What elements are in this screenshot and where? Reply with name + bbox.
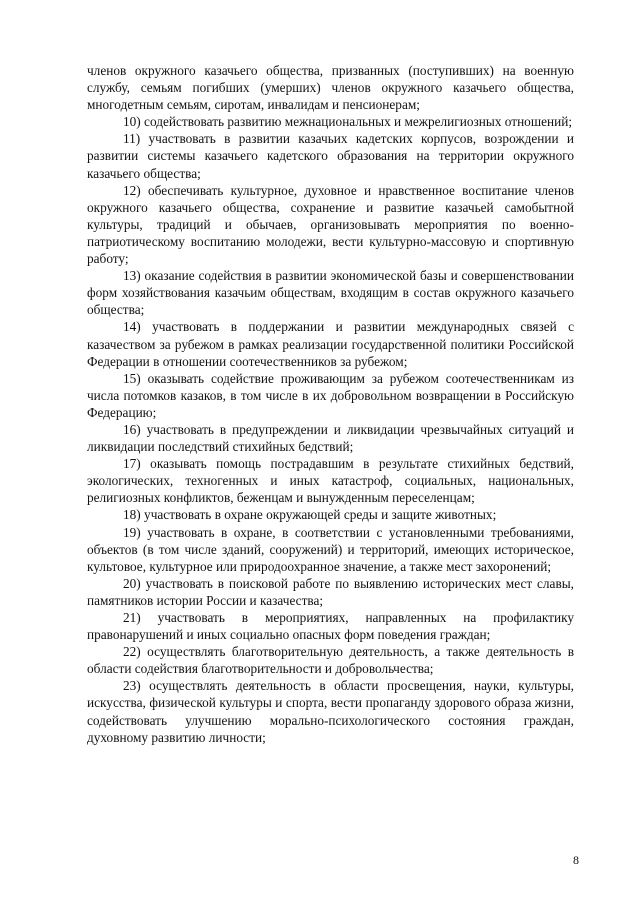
paragraph-item-13: 13) оказание содействия в развитии экономической базы и совершенствовании форм хозяйствования казачьим обществам, входящим в состав окружного казачьего общества; [87,268,574,318]
paragraph-item-20: 20) участвовать в поисковой работе по выявлению исторических мест славы, памятников истории России и казачества; [87,575,574,608]
paragraph-item-17: 17) оказывать помощь пострадавшим в результате стихийных бедствий, экологических, техногенных и иных катастроф, социальных, национальных, религиозных конфликтов, беженцам и вынужденным переселенцам; [87,456,574,506]
paragraph-item-15: 15) оказывать содействие проживающим за рубежом соотечественникам из числа потомков казаков, в том числе в их добровольном возвращении в Российскую Федерацию; [87,370,574,420]
document-body [87,62,574,746]
paragraph-item-14: 14) участвовать в поддержании и развитии международных связей с казачеством за рубежом в рамках реализации государственной политики Российской Федерации в отношении соотечественников за рубежом; [87,319,574,369]
paragraph-item-16: 16) участвовать в предупреждении и ликвидации чрезвычайных ситуаций и ликвидации последствий стихийных бедствий; [87,421,574,455]
paragraph-item-19: 19) участвовать в охране, в соответствии с установленными требованиями, объектов (в том числе зданий, сооружений) и территорий, имеющих историческое, культовое, культурное или природоохранное значение, а также мест захоронений; [87,524,574,574]
paragraph-item-23: 23) осуществлять деятельность в области просвещения, науки, культуры, искусства, физической культуры и спорта, вести пропаганду здорового образа жизни, содействовать улучшению морально-психологического состояния граждан, духовному развитию личности; [87,678,574,745]
paragraph-item-21: 21) участвовать в мероприятиях, направленных на профилактику правонарушений и иных социально опасных форм поведения граждан; [87,610,574,643]
paragraph-item-10: 10) содействовать развитию межнациональных и межрелигиозных отношений; [123,114,573,130]
paragraph-item-22: 22) осуществлять благотворительную деятельность, а также деятельность в области содействия благотворительности и добровольчества; [87,644,574,677]
paragraph-continuation: членов окружного казачьего общества, призванных (поступивших) на военную службу, семьям погибших (умерших) членов окружного казачьего общества, многодетным семьям, сиротам, инвалидам и пенсионерам; [87,63,574,113]
page-number: 8 [573,853,579,867]
paragraph-item-11: 11) участвовать в развитии казачьих кадетских корпусов, возрождении и развитии системы казачьего кадетского образования на территории окружного казачьего общества; [87,131,574,181]
paragraph-item-18: 18) участвовать в охране окружающей среды и защите животных; [123,507,497,523]
paragraph-item-12: 12) обеспечивать культурное, духовное и нравственное воспитание членов окружного казачьего общества, сохранение и развитие казачьей самобытной культуры, традиций и обычаев, организовывать мероприятия по военно-патриотическому воспитанию молодежи, вести культурно-массовую и спортивную работу; [87,182,574,267]
